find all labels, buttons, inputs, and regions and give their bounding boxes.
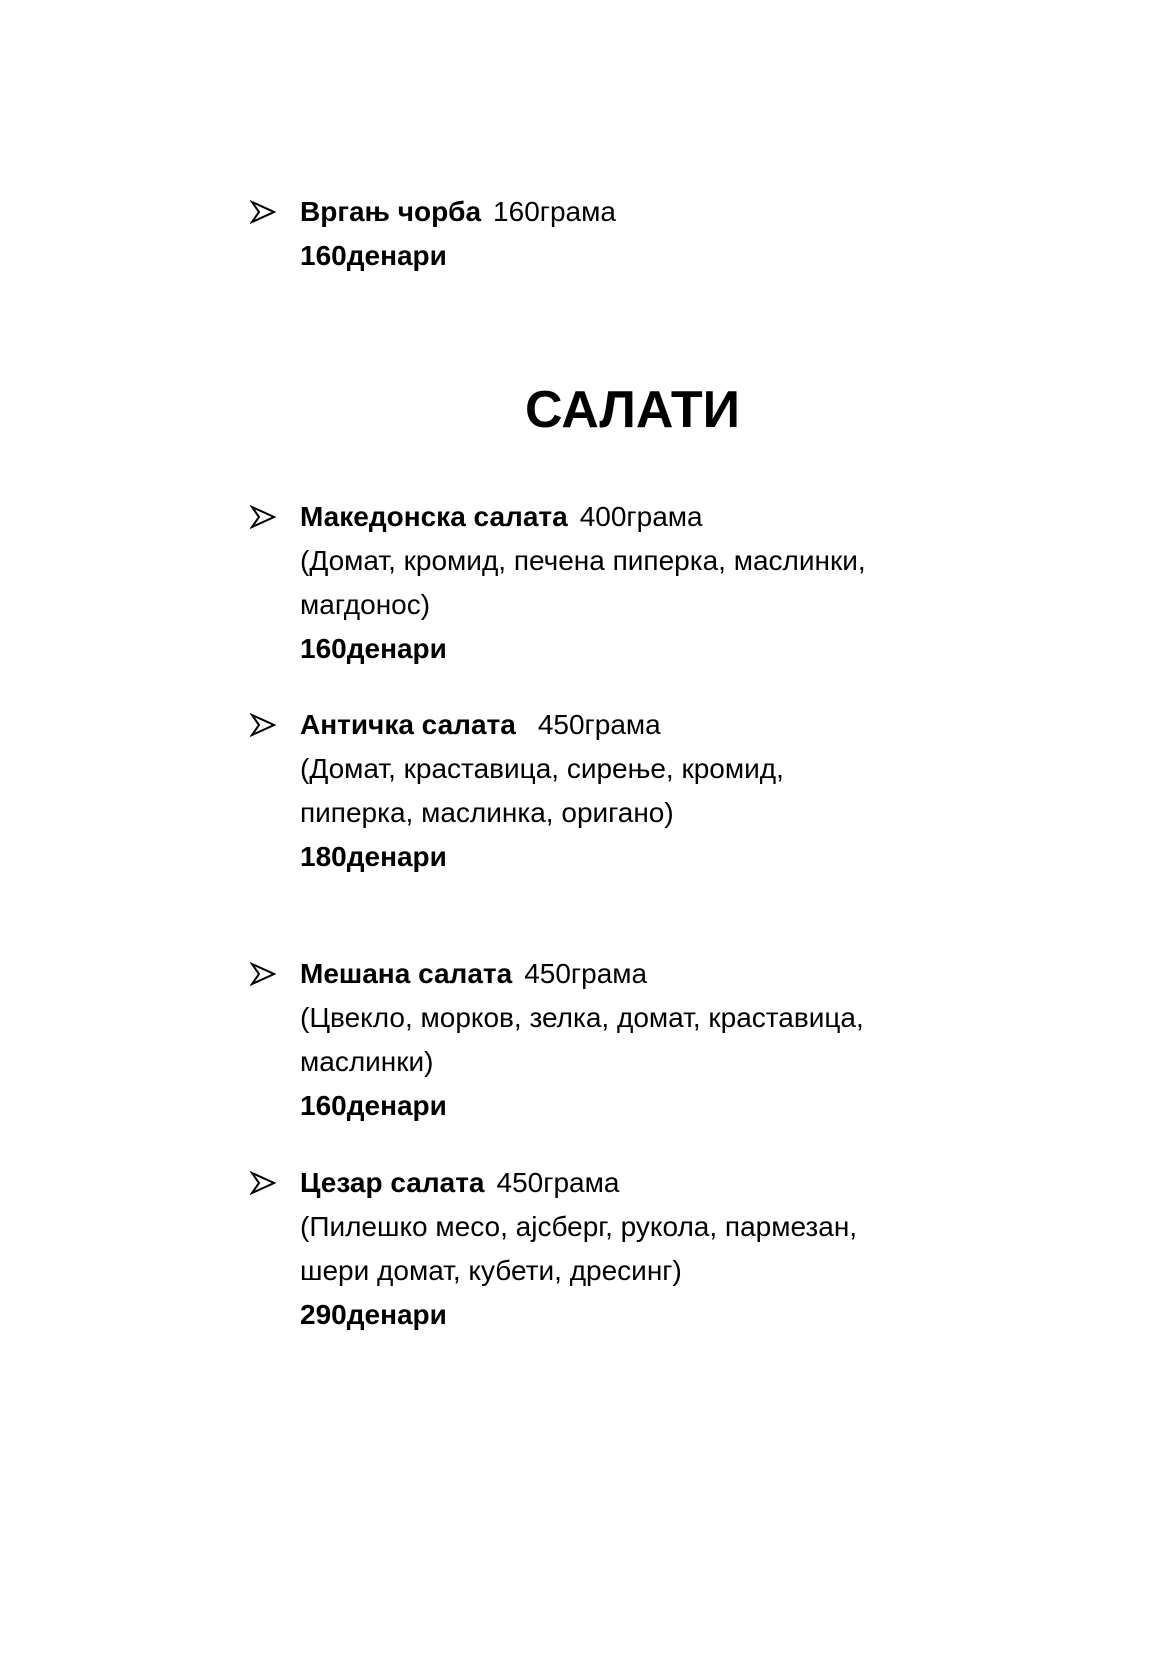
item-name: Античка салата [300, 709, 516, 740]
arrow-bullet-icon [250, 504, 276, 530]
item-description-line: маслинки) [300, 1046, 434, 1077]
item-description-line: шери домат, кубети, дресинг) [300, 1255, 682, 1286]
arrow-bullet-icon [250, 199, 276, 225]
item-description-line: магдонос) [300, 589, 431, 620]
item-description-line: (Пилешко месо, ајсберг, рукола, пармезан, [300, 1211, 858, 1242]
item-price: 180денари [300, 841, 447, 872]
menu-item-salad [250, 703, 970, 879]
item-weight: 450грама [496, 1167, 620, 1198]
arrow-bullet-icon [250, 712, 276, 738]
item-header [250, 190, 970, 234]
item-name: Мешана салата [300, 958, 513, 989]
item-weight: 450грама [524, 958, 648, 989]
menu-item-salad [250, 952, 970, 1128]
section-title: САЛАТИ [524, 381, 741, 439]
item-weight: 400грама [579, 501, 703, 532]
item-price: 160денари [300, 633, 447, 664]
item-price: 290денари [300, 1299, 447, 1330]
item-header [250, 952, 970, 996]
menu-item-salad [250, 495, 970, 671]
item-description-line: (Домат, кромид, печена пиперка, маслинки, [300, 545, 866, 576]
item-description-line: (Домат, краставица, сирење, кромид, [300, 753, 784, 784]
item-weight: 160грама [493, 196, 616, 227]
item-price: 160денари [300, 1090, 447, 1121]
item-name: Македонска салата [300, 501, 568, 532]
item-name: Вргањ чорба [300, 196, 482, 227]
arrow-bullet-icon [250, 961, 276, 987]
arrow-bullet-icon [250, 1170, 276, 1196]
item-header [250, 1161, 970, 1205]
menu-item-soup [250, 190, 970, 278]
item-description-line: (Цвекло, морков, зелка, домат, краставица, [300, 1002, 864, 1033]
item-name: Цезар салата [300, 1167, 485, 1198]
item-header [250, 495, 970, 539]
item-weight: 450грама [537, 709, 661, 740]
item-header [250, 703, 970, 747]
item-price: 160денари [300, 240, 447, 271]
menu-item-salad [250, 1161, 970, 1337]
item-description-line: пиперка, маслинка, оригано) [300, 797, 674, 828]
